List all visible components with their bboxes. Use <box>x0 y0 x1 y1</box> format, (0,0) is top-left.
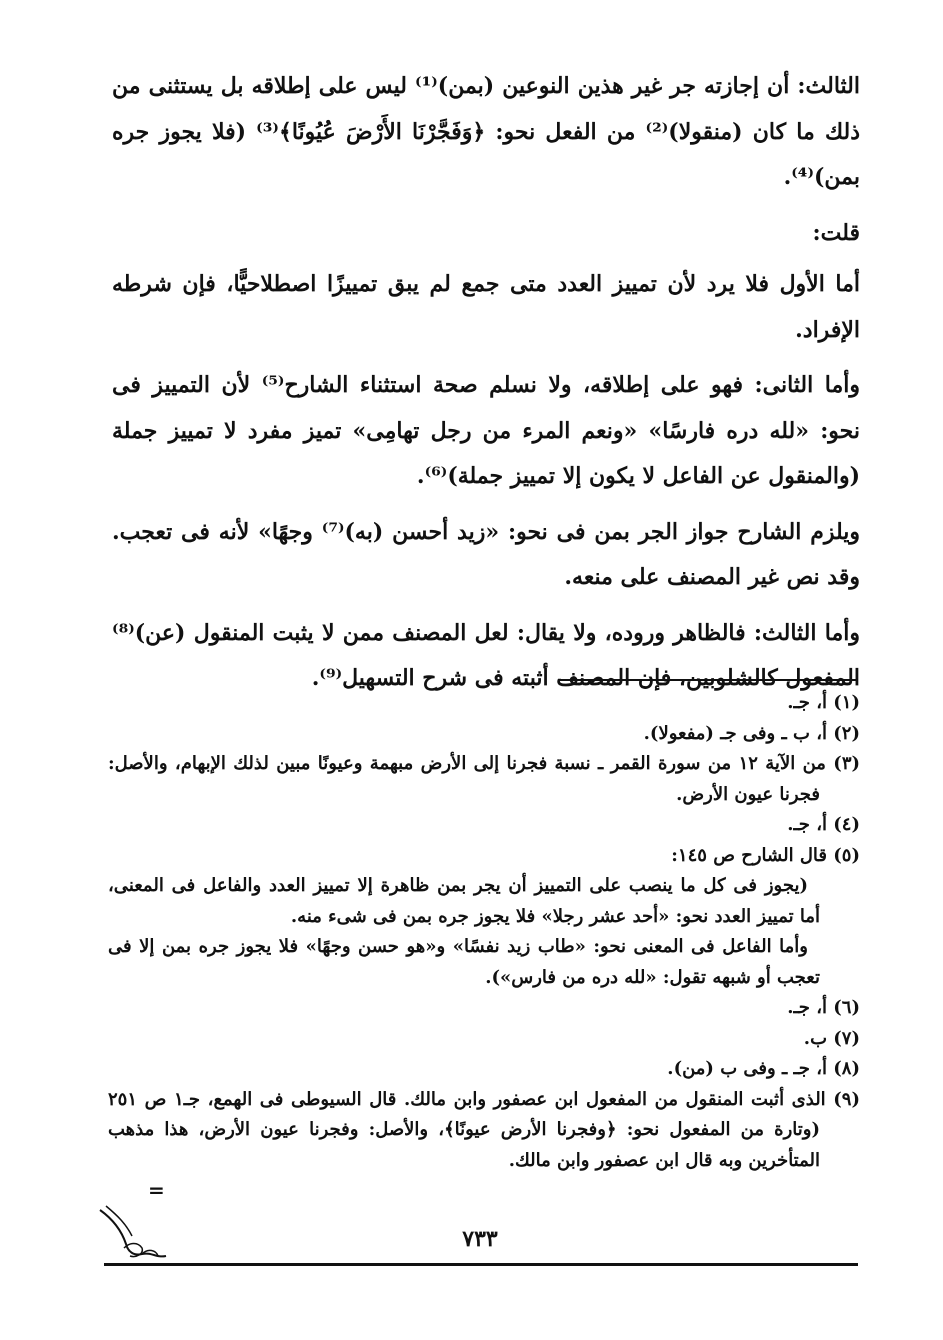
footnote-8: (٨) أ، جـ ـ وفى ب (من). <box>667 1058 860 1079</box>
page-bottom-rule <box>104 1263 858 1266</box>
main-text <box>112 64 860 712</box>
continuation-mark: = <box>148 1178 165 1202</box>
paragraph-sharih-consequence: ويلزم الشارح جواز الجر بمن فى نحو: «زيد أحسن (به)⁽⁷⁾ وجهًا» لأنه فى تعجب. وقد نص غير المصنف على منعه. <box>112 518 860 590</box>
footnote-9: (٩) الذى أثبت المنقول من المفعول ابن عصفور وابن مالك. قال السيوطى فى الهمع، جـ١ ص ٢٥١ (وتارة من المفعول نحو: ﴿وفجرنا الأرض عيونًا﴾، والأصل: وفجرنا عيون الأرض، هذا مذهب المتأخرين وبه قال ابن عصفور وابن مالك. <box>108 1088 860 1171</box>
footnote-5-quote-2: وأما الفاعل فى المعنى نحو: «طاب زيد نفسًا» و«هو حسن وجهًا» فلا يجوز جره بمن إلا فى تعجب أو شبهه تقول: «لله دره من فارس»). <box>108 936 820 988</box>
footnote-6: (٦) أ، جـ. <box>787 997 860 1018</box>
footnote-1: (١) أ، جـ. <box>787 692 860 713</box>
hand-mark-icon <box>96 1198 176 1268</box>
paragraph-qultu-heading: قلت: <box>812 219 860 246</box>
footnote-7: (٧) ب. <box>803 1027 860 1049</box>
paragraph-first-reply: أما الأول فلا يرد لأن تمييز العدد متى جمع لم يبق تمييزًا اصطلاحيًّا، فإن شرطه الإفراد. <box>112 271 860 343</box>
footnote-5-quote-1: (يجوز فى كل ما ينصب على التمييز أن يجر بمن ظاهرة إلا تمييز العدد والفاعل فى المعنى، أما تمييز العدد نحو: «أحد عشر رجلا» فلا يجوز جره بمن فى شىء منه. <box>108 875 820 927</box>
paragraph-third-objection: الثالث: أن إجازته جر غير هذين النوعين (بمن)⁽¹⁾ ليس على إطلاقه بل يستثنى من ذلك ما كان (منقولا)⁽²⁾ من الفعل نحو: ﴿وَفَجَّرْنَا الأَرْضَ عُيُونًا﴾⁽³⁾ (فلا يجوز جره بمن)⁽⁴⁾. <box>112 73 860 190</box>
footnote-4: (٤) أ، جـ. <box>787 814 860 835</box>
footnotes <box>108 688 860 1176</box>
footnote-separator <box>560 679 858 681</box>
paragraph-second-reply: وأما الثانى: فهو على إطلاقه، ولا نسلم صحة استثناء الشارح⁽⁵⁾ لأن التمييز فى نحو: «لله دره فارسًا» «ونعم المرء من رجل تهامِى» تميز مفرد لا تمييز جملة (والمنقول عن الفاعل لا يكون إلا تمييز جملة)⁽⁶⁾. <box>112 372 860 489</box>
paragraph-third-reply: وأما الثالث: فالظاهر وروده، ولا يقال: لعل المصنف ممن لا يثبت المنقول (عن)⁽⁸⁾ المفعول كالشلوبين، فإن المصنف أثبته فى شرح التسهيل⁽⁹⁾. <box>112 619 860 691</box>
footnote-5: (٥) قال الشارح ص ١٤٥: <box>671 844 860 866</box>
footnote-3: (٣) من الآية ١٢ من سورة القمر ـ نسبة فجرنا إلى الأرض مبهمة وعيونًا مبين لذلك الإبهام، والأصل: فجرنا عيون الأرض. <box>108 753 861 805</box>
page-number: ٧٣٣ <box>462 1226 498 1252</box>
footnote-2: (٢) أ، ب ـ وفى جـ (مفعولا). <box>643 722 860 744</box>
